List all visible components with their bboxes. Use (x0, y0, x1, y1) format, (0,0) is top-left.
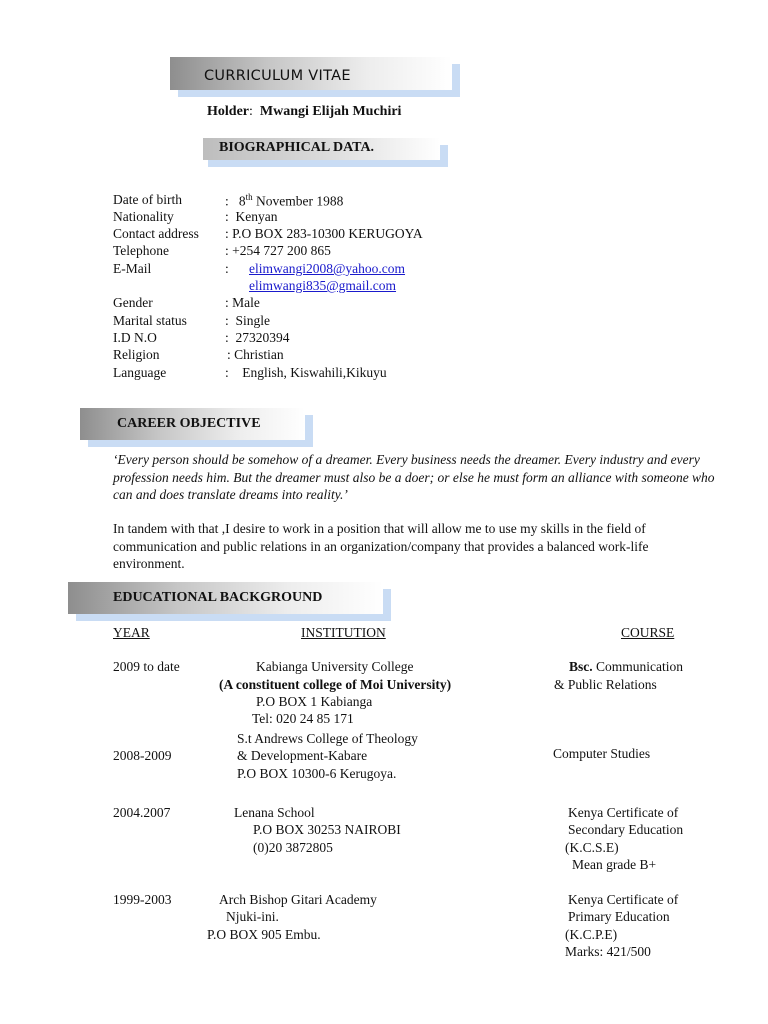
col-year: YEAR (113, 625, 150, 640)
marital-value: Single (235, 313, 271, 328)
dob-value: November 1988 (256, 193, 344, 209)
religion-value: Christian (234, 347, 284, 362)
course-degree: Bsc. (569, 659, 593, 674)
col-course: COURSE (621, 625, 675, 640)
edu-year: 2008-2009 (113, 748, 172, 763)
col-institution: INSTITUTION (301, 625, 386, 640)
telephone-value: +254 727 200 865 (232, 243, 331, 258)
edu-course-line2: Primary Education (568, 909, 670, 924)
address-label: Contact address (113, 226, 199, 241)
edu-course-line2: Secondary Education (568, 822, 684, 837)
edu-course-marks: Marks: 421/500 (565, 944, 651, 959)
religion-label: Religion (113, 347, 160, 362)
nationality-label: Nationality (113, 209, 174, 224)
email-link-yahoo[interactable]: elimwangi2008@yahoo.com (249, 261, 406, 276)
edu-institution: S.t Andrews College of Theology (237, 731, 418, 746)
language-label: Language (113, 365, 167, 380)
page-title: CURRICULUM VITAE (204, 68, 351, 84)
address-value: P.O BOX 283-10300 KERUGOYA (232, 226, 423, 241)
edu-title: EDUCATIONAL BACKGROUND (113, 590, 323, 605)
career-title: CAREER OBJECTIVE (117, 416, 261, 431)
email-label: E-Mail (113, 261, 152, 276)
edu-course-line3: (K.C.P.E) (565, 927, 618, 942)
edu-institution-location: Njuki-ini. (226, 909, 279, 924)
edu-institution: Kabianga University College (256, 659, 414, 674)
edu-institution-note: (A constituent college of Moi University) (219, 677, 452, 692)
edu-institution: Lenana School (234, 805, 315, 820)
edu-year: 1999-2003 (113, 892, 172, 907)
holder-name: Mwangi Elijah Muchiri (259, 104, 402, 119)
edu-course-line2: & Public Relations (554, 677, 657, 692)
edu-institution: Arch Bishop Gitari Academy (219, 892, 377, 907)
edu-course: Kenya Certificate of (568, 892, 679, 907)
id-label: I.D N.O (113, 330, 157, 345)
id-value: 27320394 (235, 330, 290, 345)
gender-value: Male (232, 295, 260, 310)
dob-label: Date of birth (113, 192, 182, 207)
edu-institution-address: P.O BOX 30253 NAIROBI (253, 822, 401, 837)
edu-institution-address: P.O BOX 10300-6 Kerugoya. (237, 766, 397, 781)
course-line: Communication (596, 659, 683, 674)
bio-title: BIOGRAPHICAL DATA. (219, 140, 375, 155)
edu-institution-phone: Tel: 020 24 85 171 (252, 711, 354, 726)
holder-line: Holder: Mwangi Elijah Muchiri (207, 104, 402, 119)
edu-year: 2009 to date (113, 659, 180, 674)
marital-label: Marital status (113, 313, 187, 328)
edu-course: Kenya Certificate of (568, 805, 679, 820)
edu-institution-line2: & Development-Kabare (237, 748, 368, 763)
career-quote: ‘Every person should be somehow of a dreamer. Every business needs the dreamer. Every industry and every profession needs him. But the dreamer must also be a doer; or else he must form an alliance with someone who can and does translate dreams into reality.’ (113, 452, 715, 502)
dob-day: 8 (238, 193, 246, 209)
edu-institution-phone: (0)20 3872805 (253, 840, 333, 855)
holder-label: Holder (207, 104, 249, 119)
edu-institution-address: P.O BOX 905 Embu. (207, 927, 321, 942)
edu-year: 2004.2007 (113, 805, 171, 820)
edu-institution-address: P.O BOX 1 Kabianga (256, 694, 373, 709)
edu-course-grade: Mean grade B+ (572, 857, 657, 872)
telephone-label: Telephone (113, 243, 170, 258)
gender-label: Gender (113, 295, 153, 310)
nationality-value: Kenyan (235, 209, 278, 224)
edu-course-line3: (K.C.S.E) (565, 840, 619, 855)
language-value: English, Kiswahili,Kikuyu (242, 365, 387, 380)
edu-course: Computer Studies (553, 746, 651, 761)
edu-course (569, 659, 683, 675)
career-text: In tandem with that ,I desire to work in a position that will allow me to use my skills in the field of communication and public relations in an organization/company that provides a balanced work-life environment. (113, 521, 649, 571)
dob-suffix: th (245, 192, 253, 202)
email-link-gmail[interactable]: elimwangi835@gmail.com (249, 278, 397, 293)
